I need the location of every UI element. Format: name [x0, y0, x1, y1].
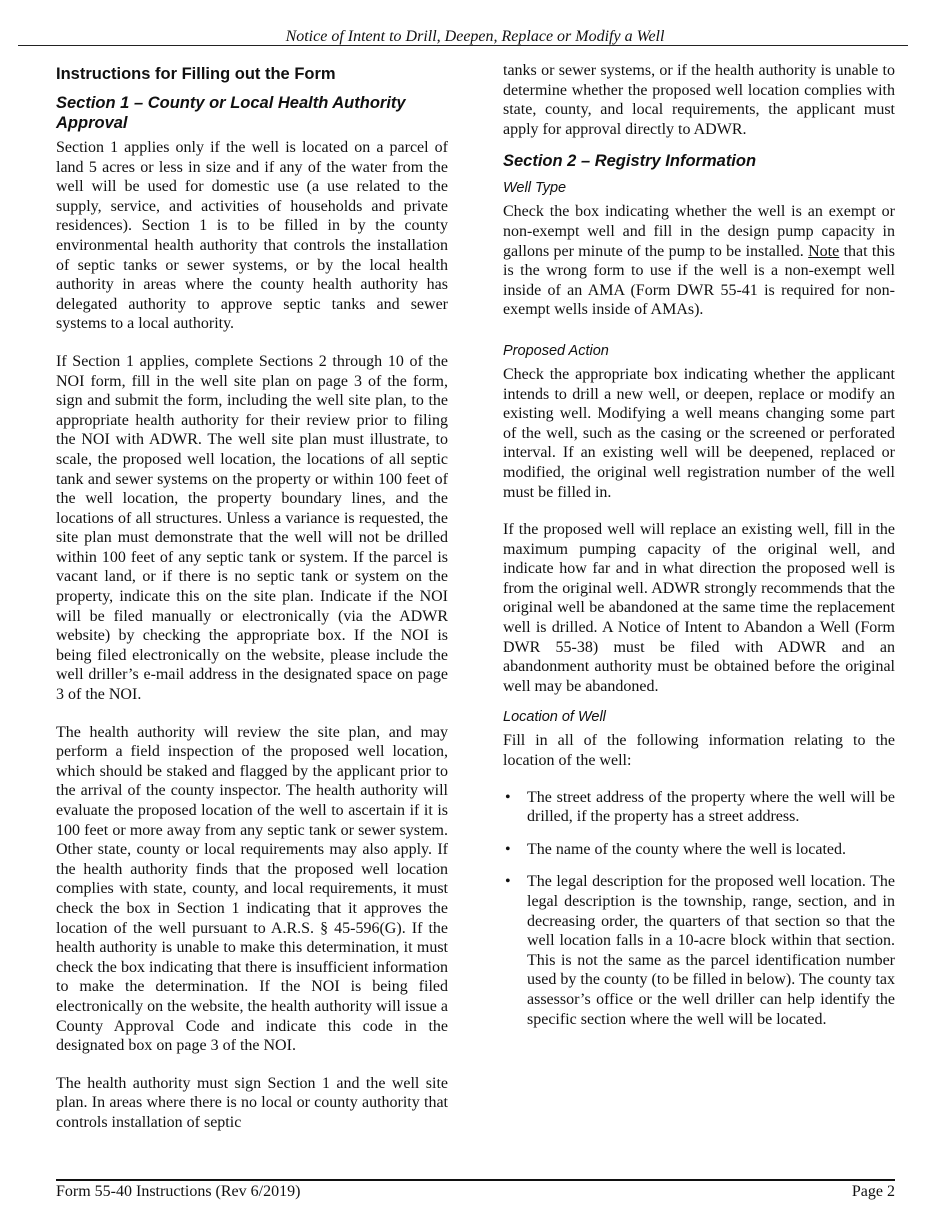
- section-2-heading: Section 2 – Registry Information: [503, 152, 757, 171]
- replacement-well-paragraph: If the proposed well will replace an existing well, fill in the maximum pumping capacity of the original well, and indicate how far and in what direction the proposed well is from the original well. ADWR strongly recommends that the original well be abandoned at the same time the replacement well is drilled. A Notice of Intent to Abandon a Well (Form DWR 55-38) must be filed with ADWR and an abandonment authority must be obtained before the original well may be abandoned.: [503, 521, 895, 695]
- location-of-well-heading: Location of Well: [503, 709, 606, 726]
- list-item: [503, 872, 895, 1029]
- list-item: [503, 788, 895, 827]
- left-column: [56, 61, 448, 1133]
- well-type-paragraph: [503, 202, 895, 320]
- section-1-paragraph-4-continued: tanks or sewer systems, or if the health authority is unable to determine whether the proposed well location complies with state, county, and local requirements, the applicant must apply for approval directly to ADWR.: [503, 62, 895, 138]
- location-intro-paragraph: Fill in all of the following information relating to the location of the well:: [503, 732, 895, 770]
- page-header-title: Notice of Intent to Drill, Deepen, Replace or Modify a Well: [285, 28, 665, 45]
- list-item-text: The legal description for the proposed well location. The legal description is the township, range, section, and in decreasing order, the quarters of that section so that the well location falls in a 10-acre block within that section. This is not the same as the parcel identification number used by the county (to be filled in below). The county tax assessor’s office or the well driller can help identify the specific section where the well will be located.: [527, 873, 895, 1028]
- right-column: [503, 61, 895, 1029]
- well-type-text-a: Check the box indicating whether the well is an exempt or non-exempt well and fill in the design pump capacity in gallons per minute of the pump to be installed.: [503, 203, 895, 260]
- section-1-heading: Section 1 – County or Local Health Authority Approval: [56, 94, 406, 132]
- list-item-text: The street address of the property where the well will be drilled, if the property has a street address.: [527, 788, 895, 826]
- well-type-text-b: that this is the wrong form to use if the well is a non-exempt well inside of an AMA (Form DWR 55-41 is required for non-exempt wells inside of AMAs).: [503, 242, 895, 319]
- section-1-paragraph-1: Section 1 applies only if the well is located on a parcel of land 5 acres or less in size and if any of the water from the well will be used for domestic use (a use related to the supply, service, and activities of households and private residences). Section 1 is to be filled in by the county environmental health authority that controls the installation of septic tanks or sewer systems, or by the local health authority in areas where the county health authority has delegated authority to approve septic tanks and sewer systems to a local authority.: [56, 139, 448, 333]
- section-1-paragraph-4: The health authority must sign Section 1 and the well site plan. In areas where there is no local or county authority that controls installation of septic: [56, 1074, 448, 1131]
- section-1-paragraph-2: If Section 1 applies, complete Sections 2 through 10 of the NOI form, fill in the well site plan on page 3 of the form, sign and submit the form, including the well site plan, to the appropriate health authority for their review prior to filing the NOI with ADWR. The well site plan must illustrate, to scale, the proposed well location, the locations of all septic tank and sewer systems on the property or within 100 feet of the well location, the property boundary lines, and the locations of all structures. Unless a variance is requested, the site plan must demonstrate that the well will not be drilled within 100 feet of any septic tank or system. If the parcel is vacant land, or if there is no septic tank or system on the property, indicate this on the site plan. Indicate if the NOI will be filed manually or electronically (via the ADWR website) by checking the appropriate box. If the NOI is being filed electronically on the website, please include the well driller’s e-mail address in the designated space on page 3 of the NOI.: [56, 352, 448, 704]
- header-rule: [18, 45, 908, 46]
- location-list: [503, 788, 895, 1030]
- proposed-action-paragraph: Check the appropriate box indicating whether the applicant intends to drill a new well, or deepen, replace or modify an existing well. Modifying a well means changing some part of the well, such as the casing or the screened or perforated interval. If an existing well will be deepened, replaced or modified, the original well registration number of the well must be filled in.: [503, 365, 895, 501]
- footer-form-label: Form 55-40 Instructions (Rev 6/2019): [56, 1183, 301, 1200]
- note-underlined: Note: [808, 242, 840, 260]
- instructions-heading: Instructions for Filling out the Form: [56, 65, 336, 83]
- bullet-icon: •: [505, 873, 511, 891]
- bullet-icon: •: [505, 788, 511, 806]
- well-type-heading: Well Type: [503, 180, 567, 197]
- proposed-action-heading: Proposed Action: [503, 342, 609, 359]
- list-item-text: The name of the county where the well is located.: [527, 840, 846, 858]
- list-item: [503, 840, 895, 860]
- bullet-icon: •: [505, 840, 511, 858]
- footer-page-number: Page 2: [851, 1183, 895, 1200]
- footer-rule: [56, 1179, 895, 1181]
- section-1-paragraph-3: The health authority will review the site plan, and may perform a field inspection of the proposed well location, which should be staked and flagged by the applicant prior to the arrival of the county inspector. The health authority will evaluate the proposed location of the well to ascertain if it is 100 feet or more away from any septic tank or sewer system. Other state, county or local requirements may also apply. If the health authority finds that the proposed well location complies with state, county, and local requirements, it must check the box in Section 1 indicating that it approves the location of the well pursuant to A.R.S. § 45-596(G). If the health authority is unable to make this determination, it must check the box indicating that there is insufficient information to make the determination. If the NOI is being filed electronically on the website, the health authority will issue a County Approval Code and indicate this code in the designated box on page 3 of the NOI.: [56, 723, 448, 1055]
